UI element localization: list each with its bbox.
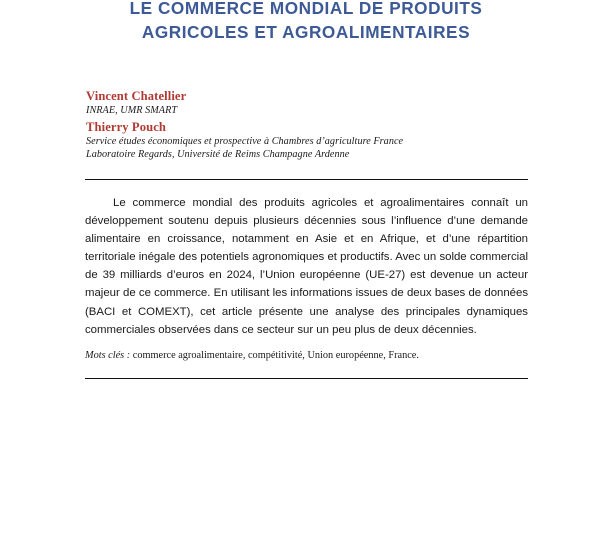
author-name-1: Vincent Chatellier <box>86 89 187 103</box>
author-name-2: Thierry Pouch <box>86 120 167 134</box>
author-entry-2 <box>86 120 528 161</box>
authors-block <box>86 89 528 161</box>
author-entry-1 <box>86 89 528 117</box>
keywords-line <box>85 349 528 363</box>
keywords-values: commerce agroalimentaire, compétitivité, Union européenne, France. <box>132 350 419 361</box>
author-affiliation-2-1: Service études économiques et prospective à Chambres d’agriculture France <box>86 136 404 147</box>
author-affiliation-2-2: Laboratoire Regards, Université de Reims Champagne Ardenne <box>86 149 350 160</box>
abstract-top-rule <box>85 179 528 180</box>
author-affiliation-1-1: INRAE, UMR SMART <box>86 105 178 116</box>
abstract-text: Le commerce mondial des produits agricoles et agroalimentaires connaît un développement soutenu depuis plusieurs décennies sous l’influence d’une demande alimentaire en croissance, notamment en Asie et en Afrique, et d’une répartition territoriale inégale des potentiels agronomiques et productifs. Avec un solde commercial de 39 milliards d’euros en 2024, l’Union européenne (UE-27) est devenue un acteur majeur de ce commerce. En utilisant les informations issues de deux bases de données (BACI et COMEXT), cet article présente une analyse des principales dynamiques commerciales observées dans ce secteur sur un peu plus de deux décennies. <box>85 197 528 336</box>
document-title <box>0 0 612 44</box>
abstract-bottom-rule <box>85 378 528 379</box>
keywords-label: Mots clés : <box>85 350 131 361</box>
title-line-2: AGRICOLES ET AGROALIMENTAIRES <box>141 22 471 42</box>
title-line-1: LE COMMERCE MONDIAL DE PRODUITS <box>129 0 483 18</box>
